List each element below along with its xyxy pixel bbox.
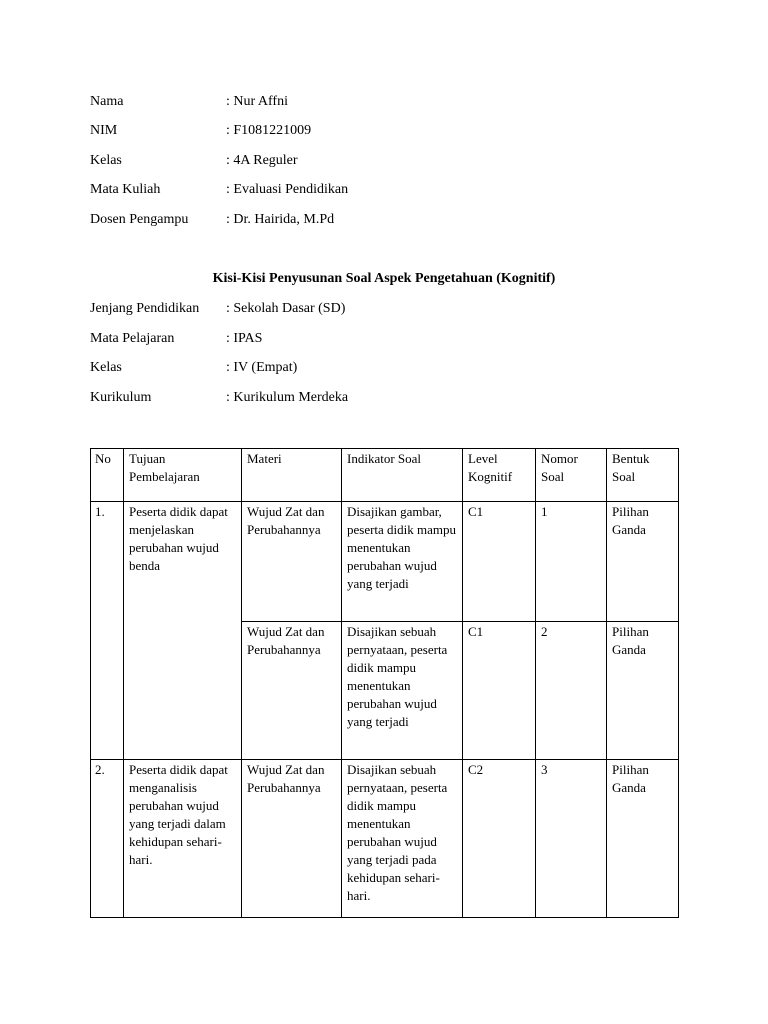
info-value: : IPAS bbox=[226, 331, 263, 346]
info-value: : Nur Affni bbox=[226, 94, 288, 109]
student-info-dosen bbox=[90, 210, 690, 230]
cell-level: C2 bbox=[463, 760, 536, 918]
table-header-row bbox=[91, 449, 679, 502]
info-value: : 4A Reguler bbox=[226, 153, 298, 168]
info-label: Mata Kuliah bbox=[90, 182, 161, 197]
cell-indikator: Disajikan sebuah pernyataan, peserta didik mampu menentukan perubahan wujud yang terjadi bbox=[342, 622, 463, 760]
cell-bentuk: Pilihan Ganda bbox=[607, 622, 679, 760]
header-indikator: Indikator Soal bbox=[342, 449, 463, 502]
cell-materi: Wujud Zat dan Perubahannya bbox=[242, 502, 342, 622]
info-value: : Dr. Hairida, M.Pd bbox=[226, 212, 335, 227]
header-bentuk: Bentuk Soal bbox=[607, 449, 679, 502]
info-value: : Evaluasi Pendidikan bbox=[226, 182, 349, 197]
header-level: Level Kognitif bbox=[463, 449, 536, 502]
student-info-nama bbox=[90, 92, 690, 112]
cell-materi: Wujud Zat dan Perubahannya bbox=[242, 622, 342, 760]
subject-info-jenjang bbox=[90, 299, 690, 319]
student-info-mata-kuliah bbox=[90, 180, 690, 200]
cell-nomor: 3 bbox=[536, 760, 607, 918]
header-no: No bbox=[91, 449, 124, 502]
info-value: : Sekolah Dasar (SD) bbox=[226, 301, 346, 316]
cell-indikator: Disajikan sebuah pernyataan, peserta didik mampu menentukan perubahan wujud yang terjadi pada kehidupan sehari-hari. bbox=[342, 760, 463, 918]
table-row bbox=[91, 760, 679, 918]
table-row bbox=[91, 502, 679, 622]
cell-bentuk: Pilihan Ganda bbox=[607, 502, 679, 622]
cell-level: C1 bbox=[463, 622, 536, 760]
cell-tujuan: Peserta didik dapat menjelaskan perubahan wujud benda bbox=[124, 502, 242, 760]
cell-no: 1. bbox=[91, 502, 124, 760]
subject-info-kelas bbox=[90, 358, 690, 378]
cell-nomor: 2 bbox=[536, 622, 607, 760]
header-nomor: Nomor Soal bbox=[536, 449, 607, 502]
info-value: : Kurikulum Merdeka bbox=[226, 390, 349, 405]
kisi-kisi-table bbox=[90, 448, 679, 918]
student-info-nim bbox=[90, 121, 690, 141]
info-label: Kelas bbox=[90, 153, 122, 168]
cell-materi: Wujud Zat dan Perubahannya bbox=[242, 760, 342, 918]
info-label: Kelas bbox=[90, 360, 122, 375]
cell-level: C1 bbox=[463, 502, 536, 622]
subject-info-kurikulum bbox=[90, 388, 690, 408]
info-value: : F1081221009 bbox=[226, 123, 312, 138]
info-label: Kurikulum bbox=[90, 390, 152, 405]
cell-nomor: 1 bbox=[536, 502, 607, 622]
info-label: NIM bbox=[90, 123, 118, 138]
cell-indikator: Disajikan gambar, peserta didik mampu menentukan perubahan wujud yang terjadi bbox=[342, 502, 463, 622]
info-label: Mata Pelajaran bbox=[90, 331, 175, 346]
document-title: Kisi-Kisi Penyusunan Soal Aspek Pengetahuan (Kognitif) bbox=[212, 271, 556, 286]
cell-bentuk: Pilihan Ganda bbox=[607, 760, 679, 918]
info-value: : IV (Empat) bbox=[226, 360, 298, 375]
info-label: Dosen Pengampu bbox=[90, 212, 189, 227]
student-info-kelas bbox=[90, 151, 690, 171]
info-label: Jenjang Pendidikan bbox=[90, 301, 200, 316]
header-materi: Materi bbox=[242, 449, 342, 502]
subject-info-mata-pelajaran bbox=[90, 329, 690, 349]
info-label: Nama bbox=[90, 94, 124, 109]
cell-tujuan: Peserta didik dapat menganalisis perubahan wujud yang terjadi dalam kehidupan sehari-hari. bbox=[124, 760, 242, 918]
header-tujuan: Tujuan Pembelajaran bbox=[124, 449, 242, 502]
cell-no: 2. bbox=[91, 760, 124, 918]
